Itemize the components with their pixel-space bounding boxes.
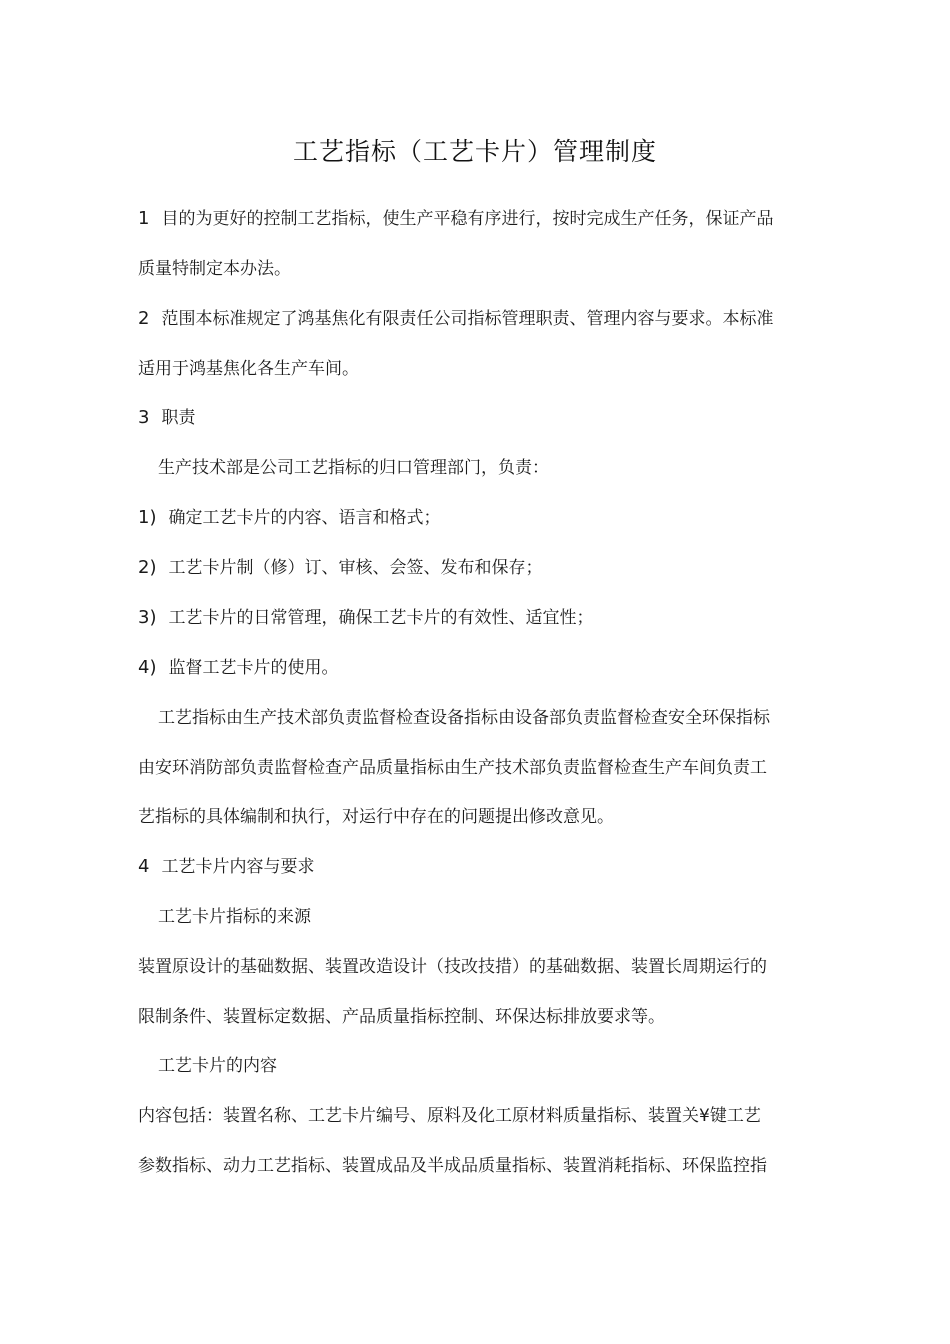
subsection-text-line-1: 装置原设计的基础数据、装置改造设计（技改技措）的基础数据、装置长周期运行的	[138, 957, 767, 977]
subsection-heading: 工艺卡片的内容	[158, 1056, 277, 1076]
section-text: 范围本标准规定了鸿基焦化有限责任公司指标管理职责、管理内容与要求。本标准	[161, 309, 774, 329]
section-number: 2	[138, 308, 150, 329]
section-4-heading	[138, 854, 818, 880]
list-item-number: 3)	[138, 607, 157, 628]
list-item-number: 2)	[138, 557, 157, 578]
list-item	[138, 555, 818, 581]
section-number: 3	[138, 407, 150, 428]
section-3-heading	[138, 405, 818, 431]
list-item	[138, 655, 818, 681]
section-number: 4	[138, 856, 150, 877]
section-text: 目的为更好的控制工艺指标，使生产平稳有序进行，按时完成生产任务，保证产品	[161, 209, 774, 229]
subsection-heading: 工艺卡片指标的来源	[158, 907, 311, 927]
section-3-paragraph-line-2: 由安环消防部负责监督检查产品质量指标由生产技术部负责监督检查生产车间负责工	[138, 758, 767, 778]
list-item-number: 4)	[138, 657, 157, 678]
section-heading-text: 工艺卡片内容与要求	[161, 857, 315, 877]
list-item-text: 工艺卡片制（修）订、审核、会签、发布和保存；	[168, 558, 543, 578]
list-item-text: 确定工艺卡片的内容、语言和格式；	[168, 508, 441, 528]
section-1-line-2: 质量特制定本办法。	[138, 259, 291, 279]
section-2-line-2: 适用于鸿基焦化各生产车间。	[138, 359, 359, 379]
section-3-paragraph-line-1: 工艺指标由生产技术部负责监督检查设备指标由设备部负责监督检查安全环保指标	[158, 708, 770, 728]
section-heading-text: 职责	[161, 408, 196, 428]
list-item-text: 监督工艺卡片的使用。	[168, 658, 339, 678]
list-item-number: 1)	[138, 507, 157, 528]
list-item	[138, 605, 818, 631]
subsection-text-line-2: 限制条件、装置标定数据、产品质量指标控制、环保达标排放要求等。	[138, 1007, 665, 1027]
section-2-line-1	[138, 306, 818, 332]
section-1-line-1	[138, 206, 818, 232]
page-title: 工艺指标（工艺卡片）管理制度	[292, 137, 657, 166]
list-item-text: 工艺卡片的日常管理，确保工艺卡片的有效性、适宜性；	[168, 608, 594, 628]
section-3-intro: 生产技术部是公司工艺指标的归口管理部门，负责：	[158, 458, 549, 478]
subsection-text-line-2: 参数指标、动力工艺指标、装置成品及半成品质量指标、装置消耗指标、环保监控指	[138, 1156, 767, 1176]
list-item	[138, 505, 818, 531]
section-3-paragraph-line-3: 艺指标的具体编制和执行，对运行中存在的问题提出修改意见。	[138, 807, 614, 827]
subsection-text-line-1: 内容包括：装置名称、工艺卡片编号、原料及化工原材料质量指标、装置关¥键工艺	[138, 1106, 761, 1126]
section-number: 1	[138, 208, 150, 229]
